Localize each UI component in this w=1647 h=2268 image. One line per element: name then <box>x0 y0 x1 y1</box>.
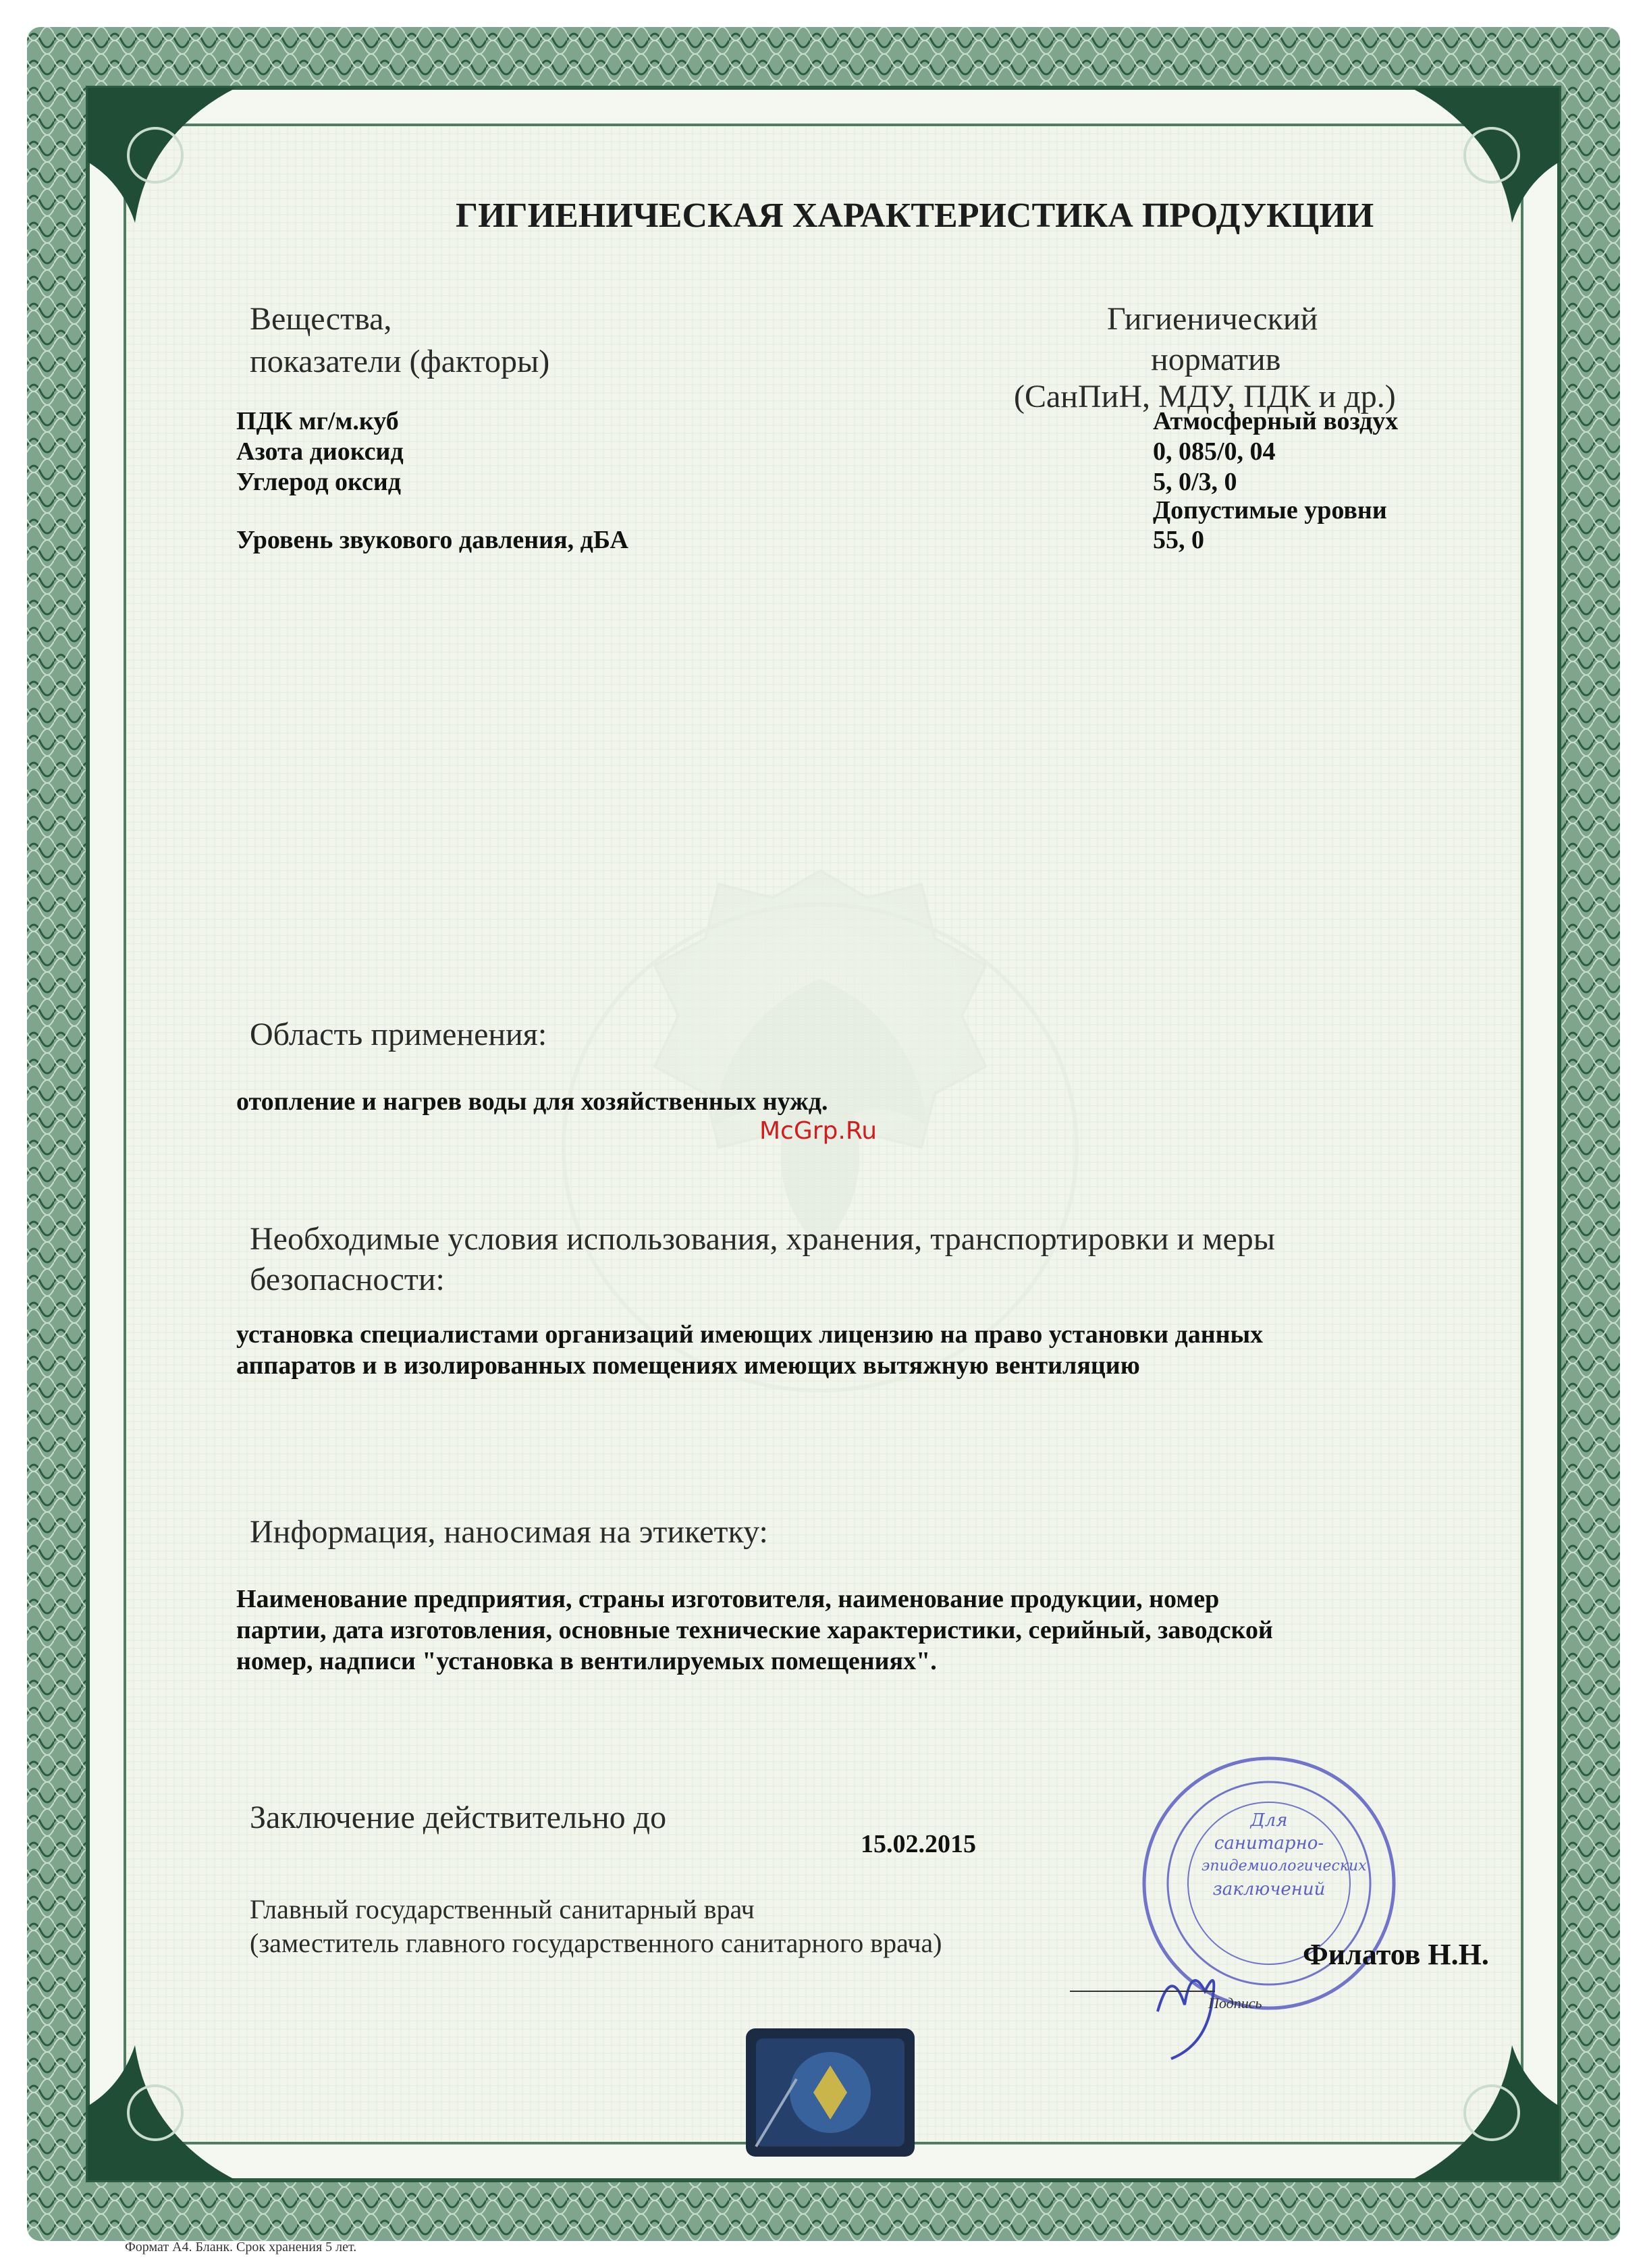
header-right-line3: (СанПиН, МДУ, ПДК и др.) <box>1014 379 1396 414</box>
row-left-5: Уровень звукового давления, дБА <box>236 526 628 554</box>
conditions-value-line1: установка специалистами организаций имеющих лицензию на право установки данных <box>236 1320 1264 1349</box>
application-label: Область применения: <box>250 1017 547 1052</box>
row-right-4: Допустимые уровни <box>1153 496 1387 524</box>
label-info-line1: Наименование предприятия, страны изготовителя, наименование продукции, номер <box>236 1585 1220 1613</box>
label-info-line2: партии, дата изготовления, основные технические характеристики, серийный, заводской <box>236 1616 1273 1644</box>
stamp-line2: санитарно- <box>1214 1833 1324 1854</box>
row-right-1: Атмосферный воздух <box>1153 407 1399 435</box>
row-left-2: Азота диоксид <box>236 437 404 466</box>
header-right-line2: норматив <box>1151 342 1281 377</box>
validity-date: 15.02.2015 <box>861 1830 976 1858</box>
signatory-title-line2: (заместитель главного государственного санитарного врача) <box>250 1928 942 1958</box>
site-watermark: McGrp.Ru <box>759 1117 878 1145</box>
row-left-1: ПДК мг/м.куб <box>236 407 399 435</box>
header-right-line1: Гигиенический <box>1107 301 1318 337</box>
signatory-title-line1: Главный государственный санитарный врач <box>250 1894 755 1924</box>
validity-label: Заключение действительно до <box>250 1800 667 1835</box>
stamp-line4: заключений <box>1212 1879 1326 1899</box>
footer-note: Формат А4. Бланк. Срок хранения 5 лет. <box>125 2240 357 2254</box>
stamp-line1: Для <box>1250 1810 1288 1831</box>
row-right-5: 55, 0 <box>1153 526 1204 554</box>
header-left-line1: Вещества, <box>250 301 392 337</box>
row-right-2: 0, 085/0, 04 <box>1153 437 1276 466</box>
signature-caption: Подпись <box>1208 1995 1262 2012</box>
row-left-3: Углерод оксид <box>236 468 401 496</box>
conditions-label-line1: Необходимые условия использования, хранения, транспортировки и меры <box>250 1221 1276 1257</box>
conditions-value-line2: аппаратов и в изолированных помещениях имеющих вытяжную вентиляцию <box>236 1351 1140 1380</box>
stamp-center-text <box>1202 1809 1367 1901</box>
document-title: ГИГИЕНИЧЕСКАЯ ХАРАКТЕРИСТИКА ПРОДУКЦИИ <box>456 196 1374 235</box>
hologram-sticker <box>746 2028 915 2157</box>
header-left-line2: показатели (факторы) <box>250 344 550 379</box>
application-value: отопление и нагрев воды для хозяйственных нужд. <box>236 1087 828 1116</box>
conditions-label-line2: безопасности: <box>250 1262 445 1297</box>
row-right-3: 5, 0/3, 0 <box>1153 468 1237 496</box>
signatory-name: Филатов Н.Н. <box>1303 1938 1489 1971</box>
label-info-line3: номер, надписи "установка в вентилируемых помещениях". <box>236 1647 937 1675</box>
label-info-label: Информация, наносимая на этикетку: <box>250 1514 768 1550</box>
stamp-line3: эпидемиологических <box>1202 1858 1367 1874</box>
